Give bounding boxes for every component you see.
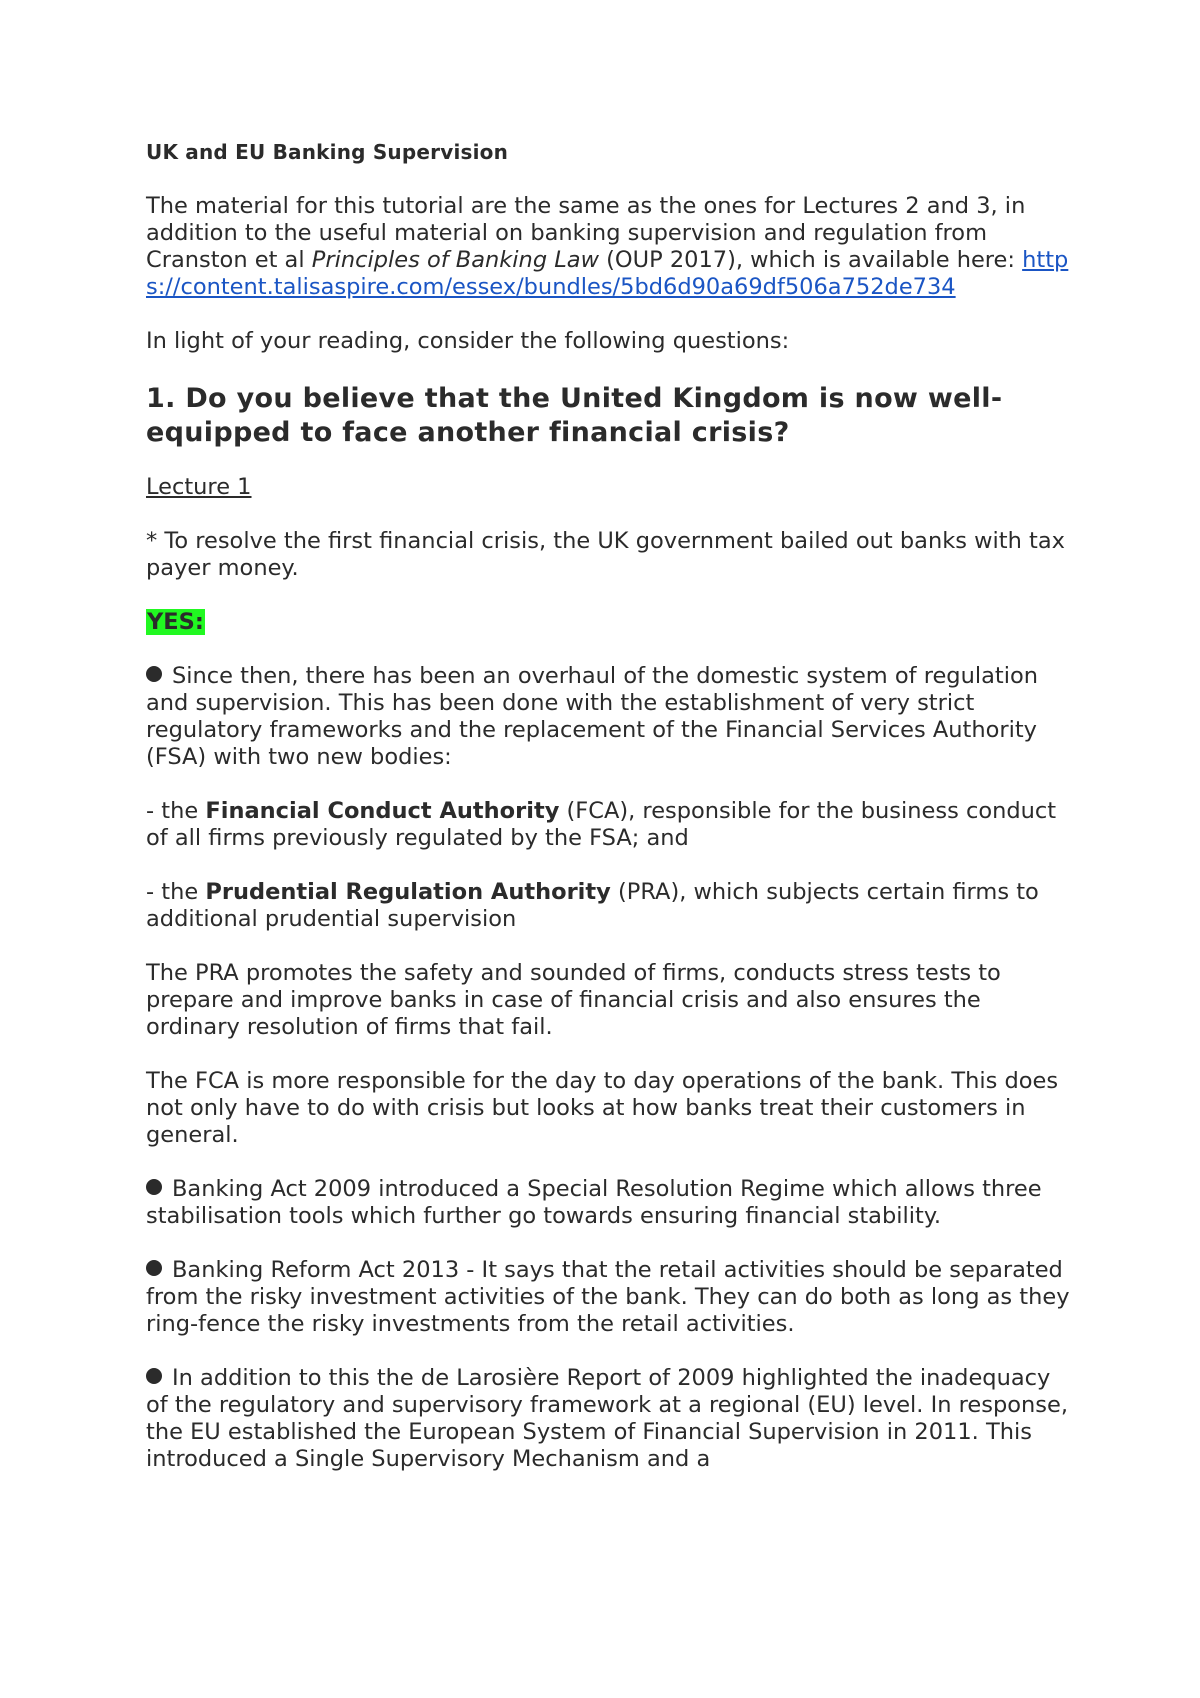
intro-paragraph (146, 193, 1076, 301)
intro-text-1: The material for this tutorial are the same as the ones for Lectures 2 and 3, in addition to the useful material on banking supervision and regulation from Cranston et al (146, 193, 1026, 273)
reading-link[interactable]: https://content.talisaspire.com/essex/bundles/5bd6d90a69df506a752de734 (146, 247, 1069, 300)
bullet-item-3 (146, 1257, 1076, 1338)
pra-paragraph: The PRA promotes the safety and sounded of firms, conducts stress tests to prepare and improve banks in case of financial crisis and also ensures the ordinary resolution of firms that fail. (146, 960, 1001, 1040)
lecture-label (146, 474, 1076, 501)
bullet-item-4 (146, 1365, 1076, 1473)
bullet-4-text: In addition to this the de Larosière Report of 2009 highlighted the inadequacy of the regulatory and supervisory framework at a regional (EU) level. In response, the EU established the European System of Financial Supervision in 2011. This introduced a Single Supervisory Mechanism and a (146, 1365, 1068, 1472)
note-paragraph: * To resolve the first financial crisis, the UK government bailed out banks with tax payer money. (146, 528, 1065, 581)
fca-prefix: - the (146, 798, 206, 824)
prompt-paragraph: In light of your reading, consider the following questions: (146, 328, 790, 354)
pra-line (146, 879, 1076, 933)
bullet-2-text: Banking Act 2009 introduced a Special Resolution Regime which allows three stabilisation tools which further go towards ensuring financial stability. (146, 1176, 1042, 1229)
book-title: Principles of Banking Law (311, 247, 599, 273)
fca-line (146, 798, 1076, 852)
bullet-icon (146, 1179, 162, 1195)
bullet-icon (146, 1368, 162, 1384)
bullet-item-1 (146, 663, 1076, 771)
document-title: UK and EU Banking Supervision (146, 140, 509, 164)
fca-rest: (FCA), responsible for the business conduct of all firms previously regulated by the FSA; and (146, 798, 1057, 851)
question-1-heading: 1. Do you believe that the United Kingdom is now well-equipped to face another financial crisis? (146, 383, 1003, 448)
fca-paragraph: The FCA is more responsible for the day to day operations of the bank. This does not only have to do with crisis but looks at how banks treat their customers in general. (146, 1068, 1059, 1148)
yes-highlight: YES: (147, 609, 204, 635)
lecture-label-text: Lecture 1 (146, 474, 252, 500)
bullet-icon (146, 666, 162, 682)
fca-name: Financial Conduct Authority (205, 798, 560, 824)
document-page (146, 138, 1076, 1500)
bullet-item-2 (146, 1176, 1076, 1230)
pra-prefix: - the (146, 879, 206, 905)
bullet-1-text: Since then, there has been an overhaul of the domestic system of regulation and supervision. This has been done with the establishment of very strict regulatory frameworks and the replacement of the Financial Services Authority (FSA) with two new bodies: (146, 663, 1038, 770)
bullet-icon (146, 1260, 162, 1276)
pra-rest: (PRA), which subjects certain firms to additional prudential supervision (146, 879, 1039, 932)
yes-label (146, 609, 1076, 636)
pra-name: Prudential Regulation Authority (205, 879, 611, 905)
intro-text-2: (OUP 2017), which is available here: (598, 247, 1023, 273)
bullet-3-text: Banking Reform Act 2013 - It says that the retail activities should be separated from the risky investment activities of the bank. They can do both as long as they ring-fence the risky investments from the retail activities. (146, 1257, 1070, 1337)
